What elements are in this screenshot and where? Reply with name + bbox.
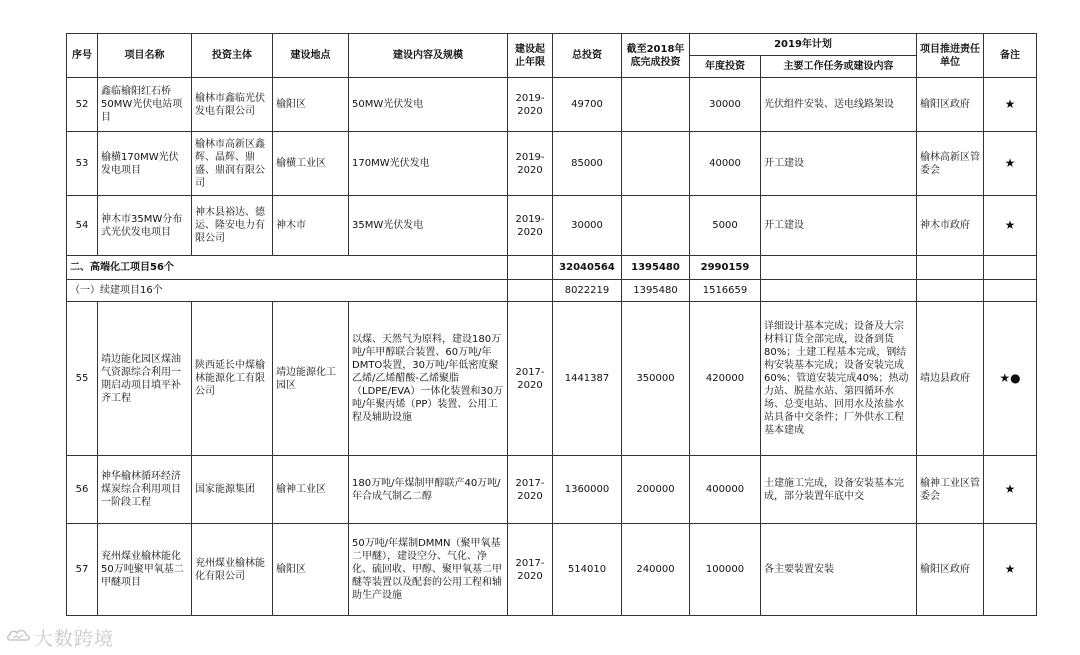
col-seq: 序号 [67,34,98,78]
cell-remark: ★ [984,132,1037,196]
cell-annual: 5000 [690,196,761,256]
cell-location: 靖边能源化工园区 [273,302,349,456]
cell-done: 350000 [622,302,690,456]
cell-annual: 40000 [690,132,761,196]
cell-done [622,132,690,196]
cell-tasks: 土建施工完成，设备安装基本完成，部分装置年底中交 [761,456,917,524]
cell-annual: 420000 [690,302,761,456]
col-plan2019: 2019年计划 [690,34,917,56]
cell-total: 49700 [553,78,622,132]
section-done: 1395480 [622,256,690,280]
cloud-logo-icon [6,626,32,646]
cell-period: 2019-2020 [508,78,553,132]
cell-period: 2019-2020 [508,196,553,256]
cell-tasks: 开工建设 [761,196,917,256]
cell-empty [508,280,553,302]
cell-name: 兖州煤业榆林能化50万吨聚甲氧基二甲醚项目 [98,524,192,616]
table-row [67,302,1037,456]
cell-seq: 56 [67,456,98,524]
cell-seq: 52 [67,78,98,132]
cell-content: 以煤、天然气为原料，建设180万吨/年甲醇联合装置、60万吨/年DMTO装置，30万吨/年低密度聚乙烯/乙烯醋酸-乙烯聚脂（LDPE/EVA）一体化装置和30万吨/年聚丙烯（PP）装置、公用工程及辅助设施 [349,302,508,456]
cell-remark: ★ [984,524,1037,616]
cell-annual: 400000 [690,456,761,524]
table-row [67,524,1037,616]
cell-seq: 53 [67,132,98,196]
cell-period: 2019-2020 [508,132,553,196]
subsection-row [67,280,1037,302]
cell-done [622,196,690,256]
header-row [67,34,1037,56]
cell-investor: 神木县裕达、德运、隆安电力有限公司 [192,196,273,256]
cell-name: 鑫临榆阳红石桥50MW光伏电站项目 [98,78,192,132]
cell-total: 1441387 [553,302,622,456]
table-row [67,132,1037,196]
cell-done [622,78,690,132]
col-remark: 备注 [984,34,1037,78]
section-label: 二、高端化工项目56个 [67,256,508,280]
col-total: 总投资 [553,34,622,78]
cell-tasks: 详细设计基本完成；设备及大宗材料订货全部完成，设备到货80%；土建工程基本完成，钢结构安装基本完成；设备安装完成60%；管道安装完成40%；热动力站、脱盐水站、第四循环水场、总变电站、回用水及浓盐水站具备中交条件；厂外供水工程基本建成 [761,302,917,456]
cell-unit: 榆林高新区管委会 [917,132,984,196]
table-row [67,196,1037,256]
subsection-done: 1395480 [622,280,690,302]
cell-investor: 榆林市高新区鑫辉、晶辉、鼎盛、鼎润有限公司 [192,132,273,196]
cell-period: 2017-2020 [508,456,553,524]
cell-location: 榆阳区 [273,78,349,132]
cell-remark: ★● [984,302,1037,456]
cell-total: 30000 [553,196,622,256]
cell-empty [984,256,1037,280]
cell-unit: 榆阳区政府 [917,524,984,616]
col-investor: 投资主体 [192,34,273,78]
cell-remark: ★ [984,196,1037,256]
cell-tasks: 开工建设 [761,132,917,196]
cell-investor: 兖州煤业榆林能化有限公司 [192,524,273,616]
cell-seq: 54 [67,196,98,256]
section-total: 32040564 [553,256,622,280]
subsection-annual: 1516659 [690,280,761,302]
cell-remark: ★ [984,456,1037,524]
col-tasks: 主要工作任务或建设内容 [761,56,917,78]
cell-location: 榆阳区 [273,524,349,616]
cell-unit: 靖边县政府 [917,302,984,456]
col-location: 建设地点 [273,34,349,78]
cell-seq: 57 [67,524,98,616]
cell-seq: 55 [67,302,98,456]
col-unit: 项目推进责任单位 [917,34,984,78]
col-content: 建设内容及规模 [349,34,508,78]
cell-period: 2017-2020 [508,524,553,616]
watermark-text: 大数跨境 [34,628,115,650]
cell-investor: 榆林市鑫临光伏发电有限公司 [192,78,273,132]
cell-annual: 30000 [690,78,761,132]
cell-total: 514010 [553,524,622,616]
cell-name: 神华榆林循环经济煤炭综合利用项目一阶段工程 [98,456,192,524]
cell-annual: 100000 [690,524,761,616]
subsection-total: 8022219 [553,280,622,302]
cell-empty [984,280,1037,302]
section-annual: 2990159 [690,256,761,280]
col-name: 项目名称 [98,34,192,78]
cell-remark: ★ [984,78,1037,132]
cell-tasks: 光伏组件安装、送电线路架设 [761,78,917,132]
cell-done: 240000 [622,524,690,616]
cell-empty [917,256,984,280]
cell-total: 1360000 [553,456,622,524]
subsection-label: （一）续建项目16个 [67,280,508,302]
cell-name: 靖边能化园区煤油气资源综合利用一期启动项目填平补齐工程 [98,302,192,456]
cell-location: 榆神工业区 [273,456,349,524]
table-row [67,78,1037,132]
cell-content: 170MW光伏发电 [349,132,508,196]
table-row [67,456,1037,524]
cell-tasks: 各主要装置安装 [761,524,917,616]
cell-content: 50万吨/年煤制DMMN（聚甲氧基二甲醚），建设空分、气化、净化、硫回收、甲醇、聚甲氧基二甲醚等装置以及配套的公用工程和辅助生产设施 [349,524,508,616]
cell-period: 2017-2020 [508,302,553,456]
cell-location: 榆横工业区 [273,132,349,196]
cell-content: 50MW光伏发电 [349,78,508,132]
cell-investor: 国家能源集团 [192,456,273,524]
cell-unit: 榆阳区政府 [917,78,984,132]
cell-content: 35MW光伏发电 [349,196,508,256]
col-period: 建设起止年限 [508,34,553,78]
cell-empty [508,256,553,280]
cell-name: 榆横170MW光伏发电项目 [98,132,192,196]
cell-investor: 陕西延长中煤榆林能源化工有限公司 [192,302,273,456]
cell-empty [761,280,917,302]
cell-location: 神木市 [273,196,349,256]
project-table [66,33,1037,616]
section-row [67,256,1037,280]
cell-empty [761,256,917,280]
cell-total: 85000 [553,132,622,196]
watermark [6,622,151,650]
cell-done: 200000 [622,456,690,524]
cell-name: 神木市35MW分布式光伏发电项目 [98,196,192,256]
cell-unit: 榆神工业区管委会 [917,456,984,524]
col-annual: 年度投资 [690,56,761,78]
col-done2018: 截至2018年底完成投资 [622,34,690,78]
cell-content: 180万吨/年煤制甲醇联产40万吨/年合成气制乙二醇 [349,456,508,524]
cell-empty [917,280,984,302]
cell-unit: 神木市政府 [917,196,984,256]
